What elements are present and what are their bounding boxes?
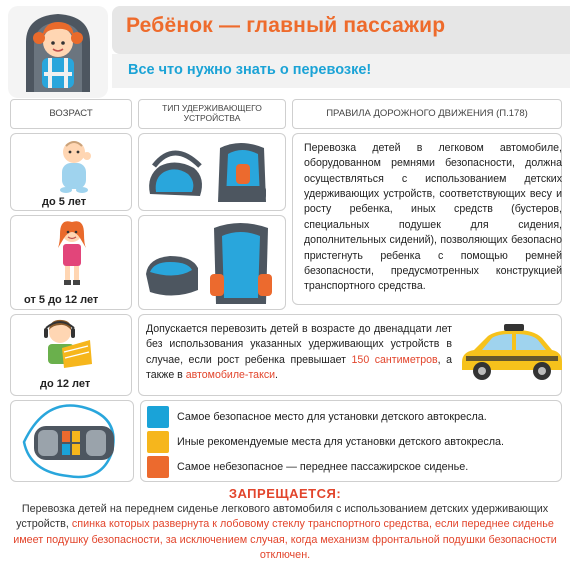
child-in-car-seat-illustration [4,2,112,98]
legend-label-safest: Самое безопасное место для установки детского автокресла. [177,411,487,423]
warning-text-red: спинка которых развернута к лобовому стеклу транспортного средства, если переднее сиденье имеет подушку безопасности, за исключением случая, когда механизм фронтальной подушки безопасности отключен. [13,518,557,561]
page-title: Ребёнок — главный пассажир [126,14,446,37]
warning-title: ЗАПРЕЩАЕТСЯ: [228,486,342,501]
height-highlight: 150 сантиметров [351,353,438,366]
age-label-2: от 5 до 12 лет [24,294,99,306]
warning-text [8,502,562,563]
page-subtitle: Все что нужно знать о перевозке! [128,62,372,78]
warning-text-plain: Перевозка детей на переднем сиденье легкового автомобиля с использованием детских удерживающих устройств, [16,503,549,531]
age-label-3: до 12 лет [40,378,91,390]
taxi-highlight: автомобиле-такси [185,369,276,382]
blue-swatch [147,406,169,428]
taxi-car-icon [456,322,564,384]
taxi-rule-text [146,322,452,383]
column-header-age: ВОЗРАСТ [10,99,132,129]
girl-icon [54,220,90,288]
legend-item-recommended [147,431,504,453]
yellow-swatch [147,431,169,453]
orange-swatch [147,456,169,478]
legend-label-recommended: Иные рекомендуемые места для установки детского автокресла. [177,436,505,448]
legend-item-unsafe [147,456,468,478]
legend-label-unsafe: Самое небезопасное — переднее пассажирское сиденье. [177,461,469,473]
column-header-device: ТИП УДЕРЖИВАЮЩЕГО УСТРОЙСТВА [138,99,286,129]
taxi-rule-text-2: , а также в [146,353,453,382]
taxi-rule-text-3: . [275,369,278,382]
column-header-rules: ПРАВИЛА ДОРОЖНОГО ДВИЖЕНИЯ (П.178) [292,99,562,129]
taxi-rule-text-1: Допускается перевозить детей в возрасте до двенадцати лет без использования указанных удерживающих устройств в случае, если рост ребенка превышает [146,323,452,366]
legend-item-safest [147,406,487,428]
baby-icon [52,138,96,194]
car-seating-diagram [16,402,128,480]
boy-reading-icon [34,318,98,370]
age-label-1: до 5 лет [42,196,87,208]
rule-text: Перевозка детей в легковом автомобиле, оборудованном ремнями безопасности, должна осуществляться с использованием детских удерживающих устройств, соответствующих весу и росту ребенка, иных средств (бустеров, специальных подушек для сидения, дополнительных сидений), позволяющих безопасно пристегнуть ребенка с помощью ремней безопасности, предусмотренных конструкцией транспортного средства. [304,142,562,293]
booster-seat-icon [140,218,284,308]
infant-carrier-and-car-seat-icon [140,136,284,208]
